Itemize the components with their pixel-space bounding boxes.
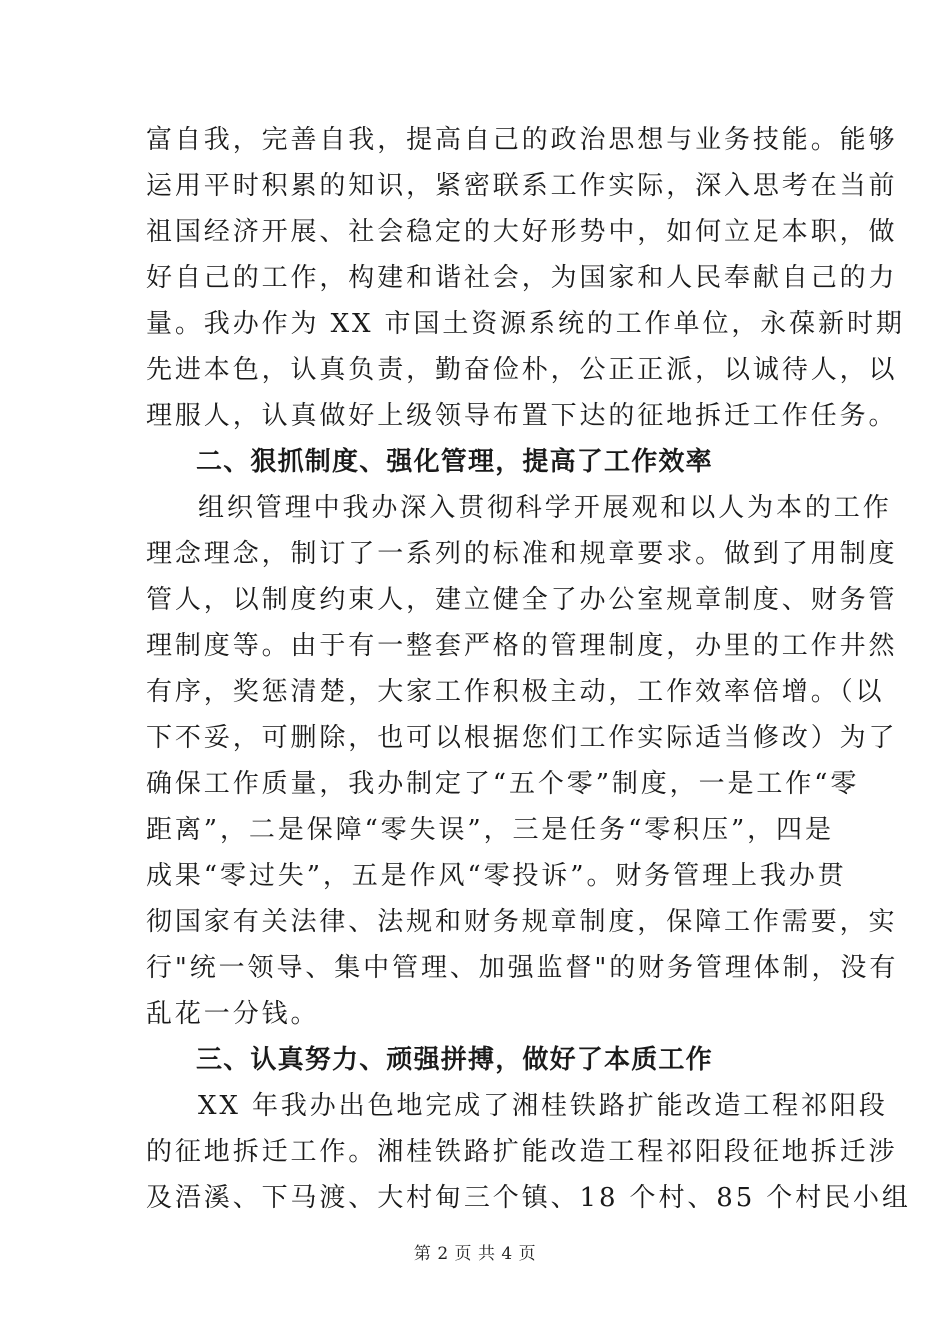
text-line: 管人，以制度约束人，建立健全了办公室规章制度、财务管 [146, 585, 898, 615]
text-line: 下不妥，可删除，也可以根据您们工作实际适当修改）为了 [146, 723, 898, 753]
text-line: XX 年我办出色地完成了湘桂铁路扩能改造工程祁阳段 [198, 1091, 888, 1121]
text-line: 的征地拆迁工作。湘桂铁路扩能改造工程祁阳段征地拆迁涉 [146, 1137, 898, 1167]
text-line: 先进本色，认真负责，勤奋俭朴，公正正派，以诚待人，以 [146, 355, 898, 385]
text-line: 行"统一领导、集中管理、加强监督"的财务管理体制，没有 [146, 953, 899, 983]
text-line: 有序，奖惩清楚，大家工作积极主动，工作效率倍增。（以 [146, 677, 885, 707]
text-line: 确保工作质量，我办制定了“五个零”制度，一是工作“零 [146, 769, 860, 799]
text-line: 成果“零过失”，五是作风“零投诉”。财务管理上我办贯 [146, 861, 847, 891]
text-line: 理念理念，制订了一系列的标准和规章要求。做到了用制度 [146, 539, 898, 569]
text-line: 好自己的工作，构建和谐社会，为国家和人民奉献自己的力 [146, 263, 898, 293]
text-line: 及浯溪、下马渡、大村甸三个镇、18 个村、85 个村民小组 [146, 1183, 911, 1213]
text-line: 富自我，完善自我，提高自己的政治思想与业务技能。能够 [146, 125, 898, 155]
text-line: 量。我办作为 XX 市国土资源系统的工作单位，永葆新时期 [146, 309, 905, 339]
text-line: 彻国家有关法律、法规和财务规章制度，保障工作需要，实 [146, 907, 898, 937]
text-line: 理制度等。由于有一整套严格的管理制度，办里的工作井然 [146, 631, 898, 661]
text-line: 祖国经济开展、社会稳定的大好形势中，如何立足本职，做 [146, 217, 898, 247]
text-line: 运用平时积累的知识，紧密联系工作实际，深入思考在当前 [146, 171, 898, 201]
text-line: 距离”，二是保障“零失误”，三是任务“零积压”，四是 [146, 815, 834, 845]
page-number-footer: 第 2 页 共 4 页 [413, 1244, 537, 1264]
text-line: 组织管理中我办深入贯彻科学开展观和以人为本的工作 [198, 493, 892, 523]
text-line: 理服人，认真做好上级领导布置下达的征地拆迁工作任务。 [146, 401, 898, 431]
text-line: 乱花一分钱。 [146, 999, 320, 1029]
section-heading: 二、狠抓制度、强化管理，提高了工作效率 [196, 447, 713, 477]
section-heading: 三、认真努力、顽强拼搏，做好了本质工作 [196, 1045, 713, 1075]
